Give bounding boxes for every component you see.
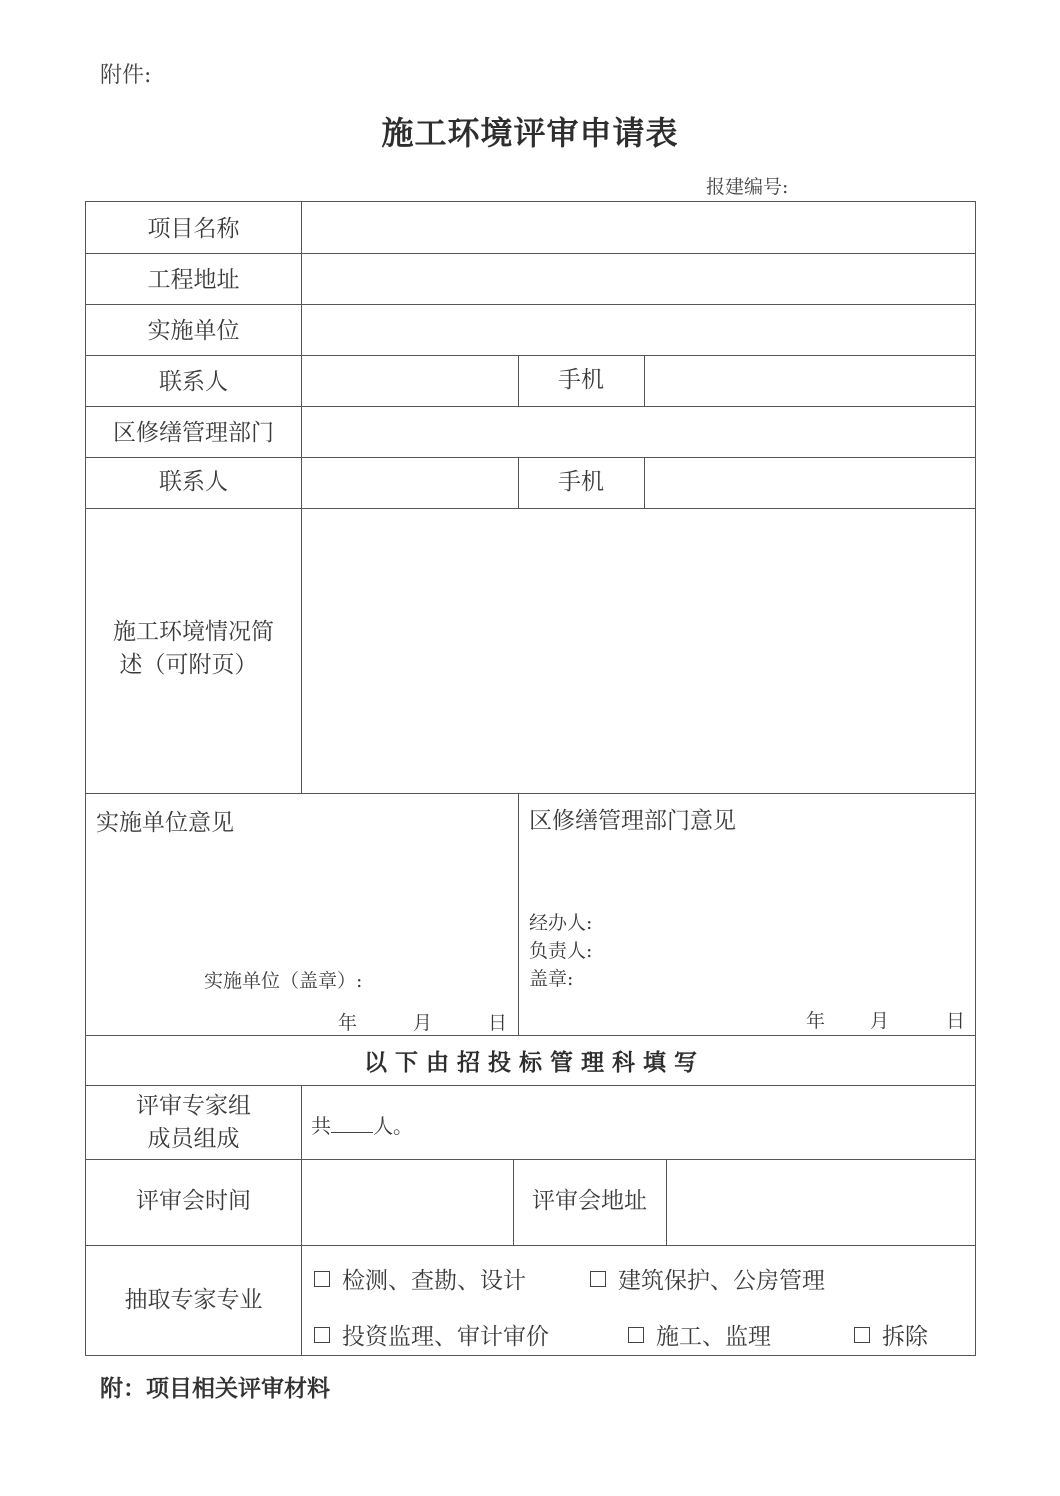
unit-year-label: 年 [338, 1012, 358, 1034]
project-address-field[interactable] [302, 254, 975, 304]
dept-month-label: 月 [870, 1010, 890, 1032]
unit-opinion-label: 实施单位意见 [96, 810, 234, 836]
dept-mobile-phone-label: 手机 [558, 469, 604, 495]
dept-contact-person-field[interactable] [302, 458, 518, 508]
dept-day-label: 日 [946, 1010, 966, 1032]
specialty-option-construction-supervision[interactable]: 施工、监理 [628, 1318, 771, 1351]
expert-count-blank[interactable] [331, 1114, 373, 1133]
checkbox-icon[interactable] [590, 1271, 606, 1287]
expert-panel-label-line1: 评审专家组 [136, 1093, 251, 1119]
implementing-unit-field[interactable] [302, 305, 975, 355]
project-name-label: 项目名称 [147, 216, 240, 242]
expert-specialty-label: 抽取专家专业 [124, 1287, 263, 1313]
row-divider [86, 1035, 975, 1036]
row-divider [86, 1245, 975, 1246]
checkbox-icon[interactable] [314, 1271, 330, 1287]
mobile-phone-field[interactable] [645, 356, 975, 406]
specialty-option-investment-audit[interactable]: 投资监理、审计审价 [314, 1318, 549, 1351]
specialty-option-survey-design[interactable]: 检测、查勘、设计 [314, 1262, 526, 1295]
responsible-person-label: 负责人: [529, 940, 593, 962]
environment-description-field[interactable] [302, 509, 975, 793]
implementing-unit-label: 实施单位 [147, 318, 240, 344]
district-department-field[interactable] [302, 407, 975, 457]
mobile-phone-label: 手机 [558, 367, 604, 393]
checkbox-icon[interactable] [628, 1327, 644, 1343]
unit-month-label: 月 [413, 1012, 433, 1034]
contact-person-label: 联系人 [159, 369, 228, 395]
unit-stamp-label: 实施单位（盖章）: [204, 970, 363, 992]
meeting-address-field[interactable] [667, 1160, 975, 1245]
stamp-label: 盖章: [529, 968, 574, 990]
application-form-table [85, 201, 976, 1356]
project-name-field[interactable] [302, 202, 975, 253]
meeting-time-field[interactable] [302, 1160, 513, 1245]
district-department-label: 区修缮管理部门 [113, 420, 274, 446]
dept-mobile-phone-field[interactable] [645, 458, 975, 508]
checkbox-icon[interactable] [854, 1327, 870, 1343]
expert-panel-label-line2: 成员组成 [147, 1126, 240, 1152]
contact-person-field[interactable] [302, 356, 518, 406]
specialty-option-building-protection[interactable]: 建筑保护、公房管理 [590, 1262, 825, 1295]
project-address-label: 工程地址 [147, 267, 240, 293]
meeting-address-label: 评审会地址 [532, 1188, 647, 1214]
bidding-section-header: 以 下 由 招 投 标 管 理 科 填 写 [363, 1049, 698, 1076]
form-title: 施工环境评审申请表 [381, 114, 679, 152]
handler-label: 经办人: [529, 912, 593, 934]
registration-number-label: 报建编号: [706, 176, 789, 198]
annex-label: 附件: [100, 63, 152, 88]
row-divider [86, 793, 975, 794]
attachment-note: 附：项目相关评审材料 [100, 1375, 330, 1402]
expert-count-suffix: 人。 [373, 1114, 413, 1138]
checkbox-icon[interactable] [314, 1327, 330, 1343]
dept-opinion-label: 区修缮管理部门意见 [529, 808, 736, 834]
row-divider [86, 1085, 975, 1086]
dept-contact-person-label: 联系人 [159, 469, 228, 495]
expert-count-prefix: 共 [311, 1114, 331, 1138]
meeting-time-label: 评审会时间 [136, 1188, 251, 1214]
environment-description-label-line1: 施工环境情况简 [113, 619, 274, 645]
column-divider [518, 793, 519, 1035]
environment-description-label-line2: 述（可附页） [119, 652, 258, 678]
expert-count-field[interactable] [311, 1110, 413, 1139]
dept-year-label: 年 [806, 1010, 826, 1032]
unit-day-label: 日 [488, 1012, 508, 1034]
specialty-option-demolition[interactable]: 拆除 [854, 1318, 928, 1351]
